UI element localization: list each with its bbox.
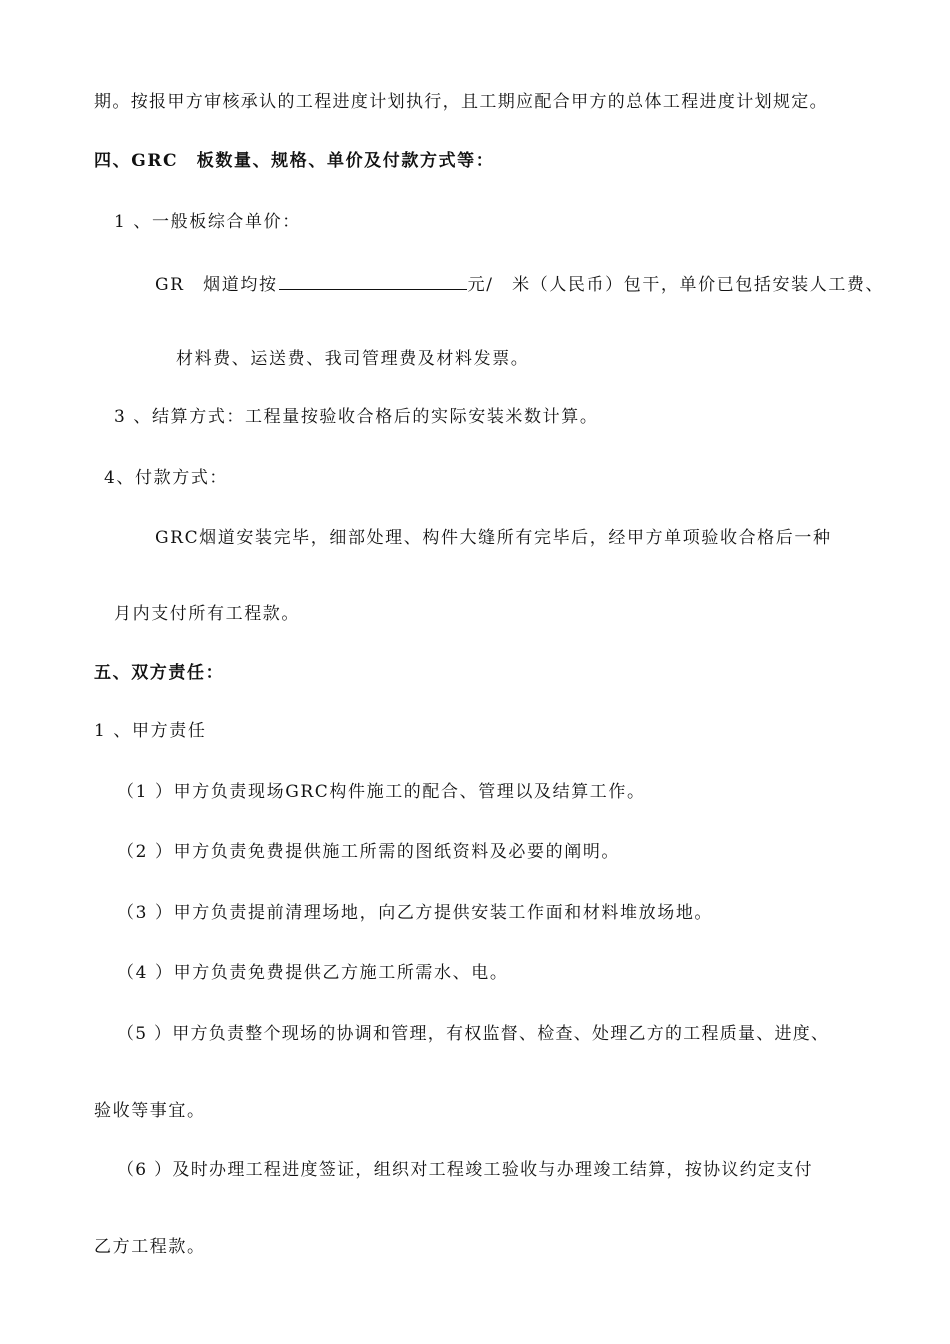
paragraph-schedule-continuation: 期。按报甲方审核承认的工程进度计划执行，且工期应配合甲方的总体工程进度计划规定。	[94, 92, 828, 112]
party-a-item-6-continuation: 乙方工程款。	[94, 1237, 206, 1257]
item-settlement-method: 3 、结算方式：工程量按验收合格后的实际安装米数计算。	[114, 407, 599, 427]
price-text-suffix: 元/ 米（人民币）包干，单价已包括安装人工费、	[467, 275, 885, 295]
party-a-item-3: （3 ）甲方负责提前清理场地，向乙方提供安装工作面和材料堆放场地。	[117, 903, 714, 923]
party-a-item-5: （5 ）甲方负责整个现场的协调和管理，有权监督、检查、处理乙方的工程质量、进度、	[117, 1024, 830, 1044]
party-a-item-1: （1 ）甲方负责现场GRC构件施工的配合、管理以及结算工作。	[117, 782, 646, 802]
party-a-item-2: （2 ）甲方负责免费提供施工所需的图纸资料及必要的阐明。	[117, 842, 621, 862]
party-a-item-6: （6 ）及时办理工程进度签证，组织对工程竣工验收与办理竣工结算，按协议约定支付	[117, 1160, 813, 1180]
item-unit-price-continuation: 材料费、运送费、我司管理费及材料发票。	[176, 349, 530, 369]
party-a-responsibility-heading: 1 、甲方责任	[94, 721, 207, 741]
price-text-prefix: GR 烟道均按	[155, 275, 278, 295]
section-heading-5: 五、双方责任：	[94, 663, 225, 683]
item-payment-method-body: GRC烟道安装完毕，细部处理、构件大缝所有完毕后，经甲方单项验收合格后一种	[155, 528, 832, 548]
item-payment-method-continuation: 月内支付所有工程款。	[114, 604, 300, 624]
section-heading-4: 四、GRC 板数量、规格、单价及付款方式等：	[94, 151, 495, 171]
item-payment-method-heading: 4、付款方式：	[104, 468, 229, 488]
price-blank-field	[279, 271, 467, 290]
item-unit-price-heading: 1 、一般板综合单价：	[114, 212, 301, 232]
party-a-item-5-continuation: 验收等事宜。	[94, 1101, 206, 1121]
item-unit-price-body	[155, 271, 884, 296]
party-a-item-4: （4 ）甲方负责免费提供乙方施工所需水、电。	[117, 963, 509, 983]
